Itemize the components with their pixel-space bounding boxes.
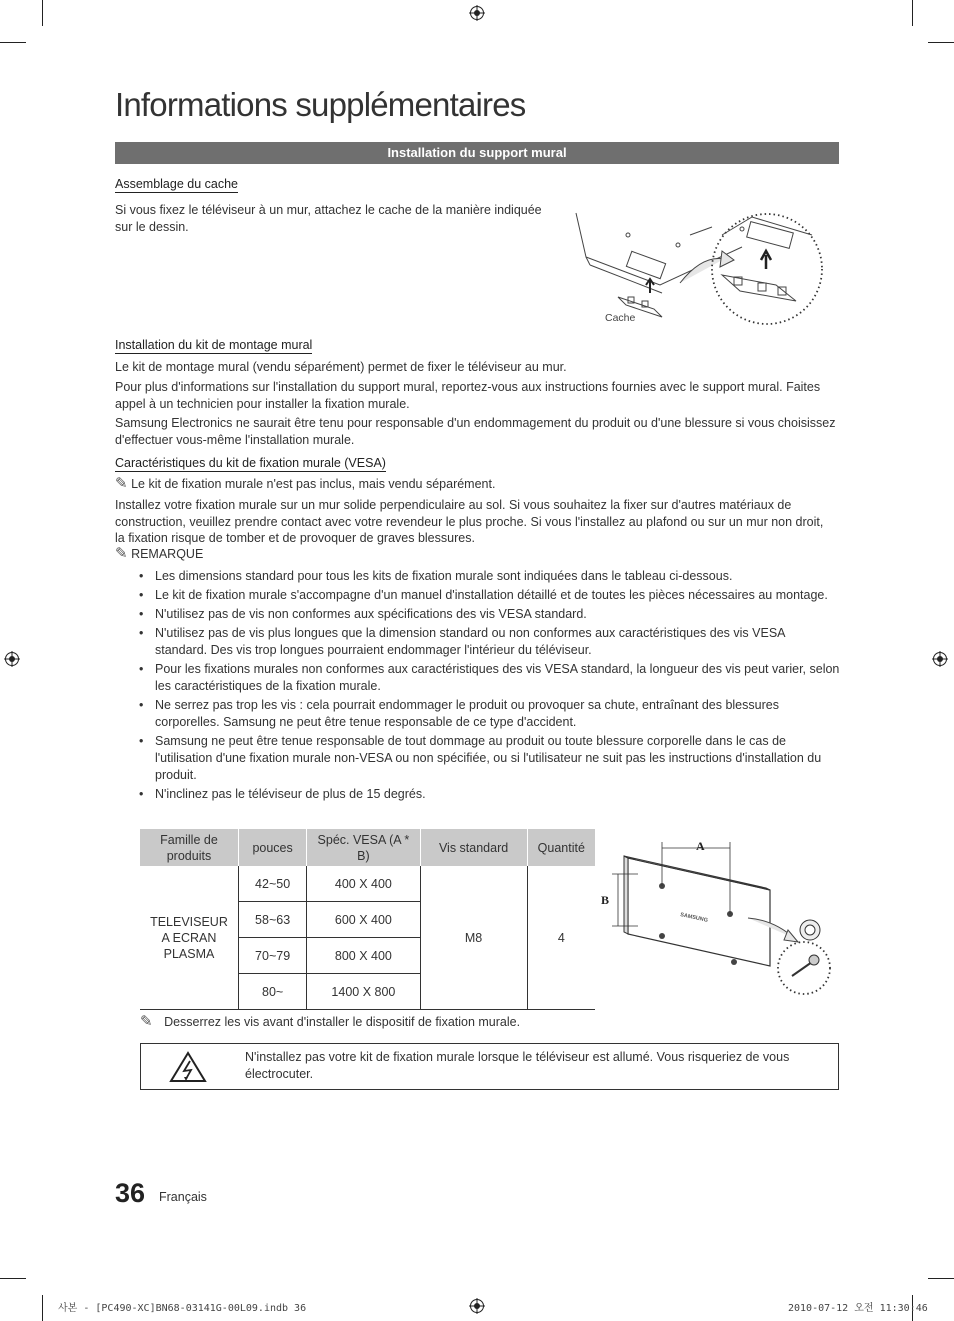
crop-mark (42, 0, 43, 26)
note-pencil-icon: ✎ (140, 1013, 153, 1030)
electric-warning-icon (169, 1051, 207, 1083)
crop-mark (0, 1278, 26, 1279)
footer-file-info: 사본 - [PC490-XC]BN68-03141G-00L09.indb 36 (58, 1303, 307, 1314)
vesa-note (115, 476, 835, 493)
section-banner: Installation du support mural (115, 142, 839, 164)
after-table-note-text: Desserrez les vis avant d'installer le dispositif de fixation murale. (164, 1015, 521, 1029)
warning-text: N'installez pas votre kit de fixation murale lorsque le téléviseur est allumé. Vous risqueriez de vous électrocuter. (245, 1050, 790, 1081)
page-language: Français (159, 1190, 207, 1204)
crop-mark (928, 1278, 954, 1279)
kit-paragraph-2: Pour plus d'informations sur l'installation du support mural, reportez-vous aux instructions fournies avec le support mural. Faites appel à un technicien pour installer la fixation murale. (115, 380, 821, 411)
crop-mark (0, 42, 26, 43)
vesa-heading: Caractéristiques du kit de fixation murale (VESA) (115, 456, 386, 470)
table-cell: 70~79 (238, 938, 306, 974)
list-item: • Samsung ne peut être tenue responsable de tout dommage au produit ou toute blessure corporelle dans le cas de l'utilisation d'une fixation murale non-VESA ou non spécifiée, ou si l'utilisateur ne suit pas les instructions d'installation du produit. (138, 733, 840, 784)
table-cell: 800 X 400 (307, 938, 420, 974)
table-cell: 600 X 400 (307, 902, 420, 938)
remark-label: REMARQUE (131, 547, 204, 561)
table-header: pouces (238, 829, 306, 866)
kit-paragraph-3: Samsung Electronics ne saurait être tenu pour responsable d'un endommagement du produit ou d'une blessure si vous choisissez d'effectuer vous-même l'installation murale. (115, 416, 836, 447)
note-pencil-icon: ✎ (115, 475, 128, 492)
list-item: • N'utilisez pas de vis non conformes aux spécifications des vis VESA standard. (138, 606, 840, 623)
label-a: A (696, 839, 705, 853)
cover-text: Si vous fixez le téléviseur à un mur, attachez le cache de la manière indiquée sur le dessin. (115, 203, 542, 234)
crop-mark (928, 42, 954, 43)
table-cell-screw: M8 (420, 866, 527, 1010)
registration-mark-icon (469, 1298, 485, 1314)
figure-label-cache: Cache (605, 312, 636, 324)
page-number: 36 (115, 1178, 146, 1208)
warning-box (140, 1043, 839, 1090)
list-item: • N'utilisez pas de vis plus longues que la dimension standard ou non conformes aux caractéristiques des vis VESA standard. Des vis trop longues pourraient endommager l'intérieur du téléviseur. (138, 625, 840, 659)
note-pencil-icon: ✎ (115, 545, 128, 562)
registration-mark-icon (932, 651, 948, 667)
vesa-table (140, 829, 595, 1010)
table-row (140, 866, 595, 902)
table-cell: 58~63 (238, 902, 306, 938)
vesa-paragraph: Installez votre fixation murale sur un mur solide perpendiculaire au sol. Si vous souhaitez la fixer sur d'autres matériaux de construction, veuillez prendre contact avec votre revendeur le plus proche. Si vous l'installez au plafond ou sur un mur non droit, la fixation risque de tomber et de provoquer de graves blessures. (115, 498, 824, 545)
tv-back-figure (598, 834, 838, 1002)
footer-timestamp: 2010-07-12 오전 11:30:46 (788, 1303, 928, 1314)
table-cell: 1400 X 800 (307, 974, 420, 1010)
table-cell: 80~ (238, 974, 306, 1010)
list-item: • Pour les fixations murales non conformes aux caractéristiques des vis VESA standard, la longueur des vis peut varier, selon les caractéristiques de la fixation murale. (138, 661, 840, 695)
table-header: Quantité (527, 829, 595, 866)
vesa-note-text: Le kit de fixation murale n'est pas inclus, mais vendu séparément. (131, 477, 496, 491)
table-cell: 400 X 400 (307, 866, 420, 902)
list-item: • Ne serrez pas trop les vis : cela pourrait endommager le produit ou provoquer sa chute, entraînant des blessures corporelles. Samsung ne peut être tenue responsable de ce type d'accident. (138, 697, 840, 731)
table-header: Vis standard (420, 829, 527, 866)
table-cell: 42~50 (238, 866, 306, 902)
table-header: Famille de produits (140, 829, 238, 866)
table-header: Spéc. VESA (A * B) (307, 829, 420, 866)
label-b: B (601, 893, 610, 907)
cover-heading: Assemblage du cache (115, 177, 238, 191)
remark-list (138, 568, 840, 805)
after-table-note (140, 1014, 840, 1031)
kit-paragraph-1: Le kit de montage mural (vendu séparément) permet de fixer le téléviseur au mur. (115, 360, 567, 374)
crop-mark (912, 0, 913, 26)
list-item: • Les dimensions standard pour tous les kits de fixation murale sont indiquées dans le tableau ci-dessous. (138, 568, 840, 585)
registration-mark-icon (4, 651, 20, 667)
table-cell-quantity: 4 (527, 866, 595, 1010)
list-item: • Le kit de fixation murale s'accompagne d'un manuel d'installation détaillé et de toutes les pièces nécessaires au montage. (138, 587, 840, 604)
registration-mark-icon (469, 5, 485, 21)
tv-brand-label: SAMSUNG (679, 912, 709, 924)
crop-mark (42, 1295, 43, 1321)
list-item: • N'inclinez pas le téléviseur de plus de 15 degrés. (138, 786, 840, 803)
page-title: Informations supplémentaires (115, 86, 526, 123)
table-cell-family: TELEVISEUR A ECRAN PLASMA (140, 866, 238, 1010)
kit-heading: Installation du kit de montage mural (115, 338, 313, 352)
remark-line (115, 546, 835, 563)
